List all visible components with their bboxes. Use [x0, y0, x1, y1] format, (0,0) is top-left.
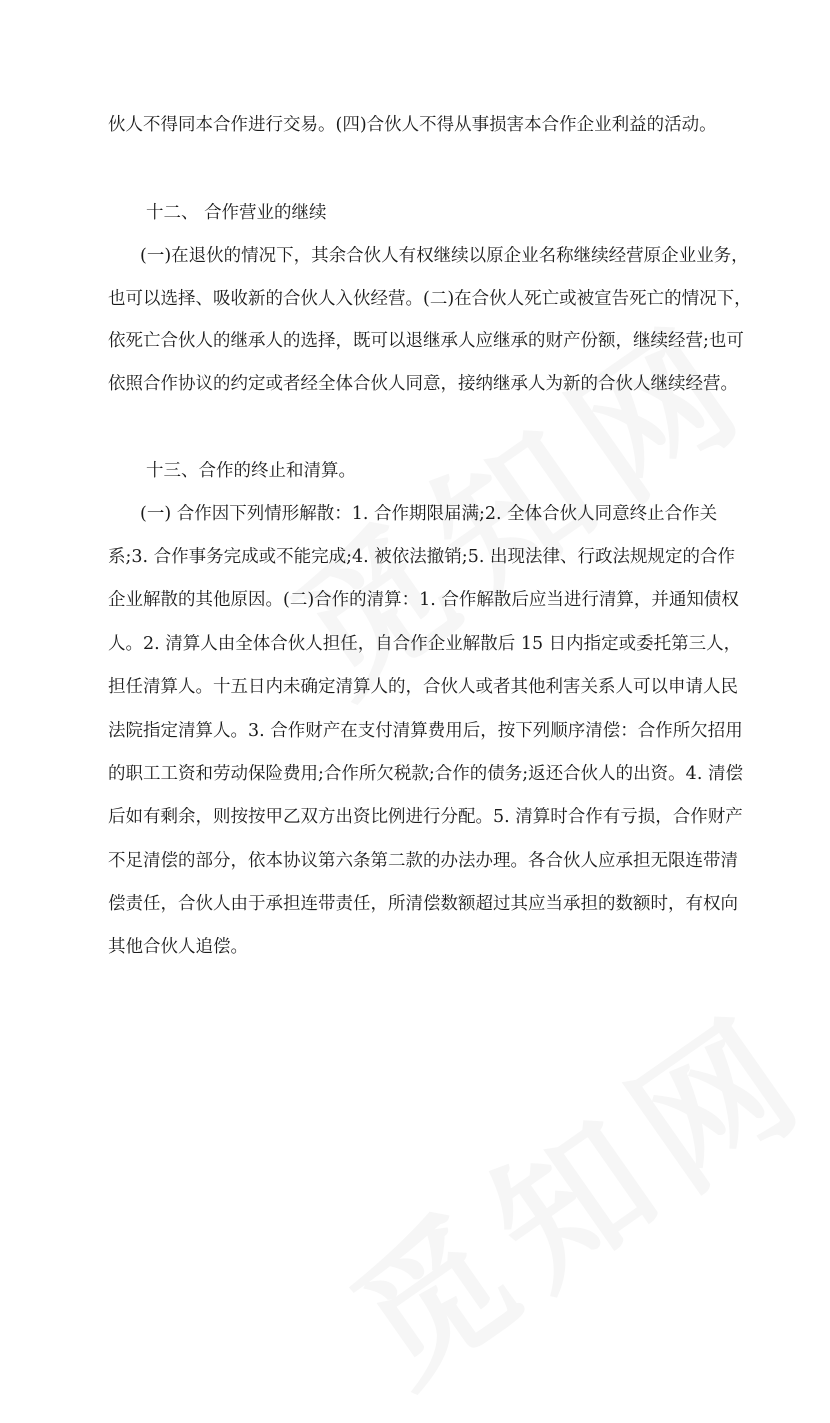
paragraph-line: 企业解散的其他原因。(二)合作的清算：1. 合作解散后应当进行清算，并通知债权	[108, 590, 739, 610]
paragraph-line: 担任清算人。十五日内未确定清算人的，合伙人或者其他利害关系人可以申请人民	[108, 677, 738, 697]
section-heading-twelve: 十二、 合作营业的继续	[146, 203, 327, 223]
paragraph-line: 其他合伙人追偿。	[108, 937, 248, 957]
paragraph-line: 依死亡合伙人的继承人的选择，既可以退继承人应继承的财产份额，继续经营;也可	[108, 331, 744, 351]
paragraph-line: 不足清偿的部分，依本协议第六条第二款的办法办理。各合伙人应承担无限连带清	[108, 851, 738, 871]
watermark	[304, 953, 830, 1422]
paragraph-line: (一) 合作因下列情形解散：1. 合作期限届满;2. 全体合伙人同意终止合作关	[140, 504, 718, 524]
paragraph-line: 伙人不得同本合作进行交易。(四)合伙人不得从事损害本合作企业利益的活动。	[108, 115, 717, 135]
paragraph-line: 依照合作协议的约定或者经全体合伙人同意，接纳继承人为新的合伙人继续经营。	[108, 374, 738, 394]
paragraph-line: 系;3. 合作事务完成或不能完成;4. 被依法撤销;5. 出现法律、行政法规规定的合作	[108, 547, 735, 567]
paragraph-line: 的职工工资和劳动保险费用;合作所欠税款;合作的债务;返还合伙人的出资。4. 清偿	[108, 764, 743, 784]
paragraph-line: 也可以选择、吸收新的合伙人入伙经营。(二)在合伙人死亡或被宣告死亡的情况下，	[108, 289, 752, 309]
section-heading-thirteen: 十三、合作的终止和清算。	[146, 461, 356, 481]
paragraph-line: 法院指定清算人。3. 合作财产在支付清算费用后，按下列顺序清偿：合作所欠招用	[108, 721, 743, 741]
paragraph-line: 人。2. 清算人由全体合伙人担任，自合作企业解散后 15 日内指定或委托第三人，	[108, 634, 742, 654]
paragraph-line: (一)在退伙的情况下，其余合伙人有权继续以原企业名称继续经营原企业业务，	[140, 246, 749, 266]
paragraph-line: 后如有剩余，则按按甲乙双方出资比例进行分配。5. 清算时合作有亏损，合作财产	[108, 807, 743, 827]
paragraph-line: 偿责任，合伙人由于承担连带责任，所清偿数额超过其应当承担的数额时，有权向	[108, 894, 738, 914]
